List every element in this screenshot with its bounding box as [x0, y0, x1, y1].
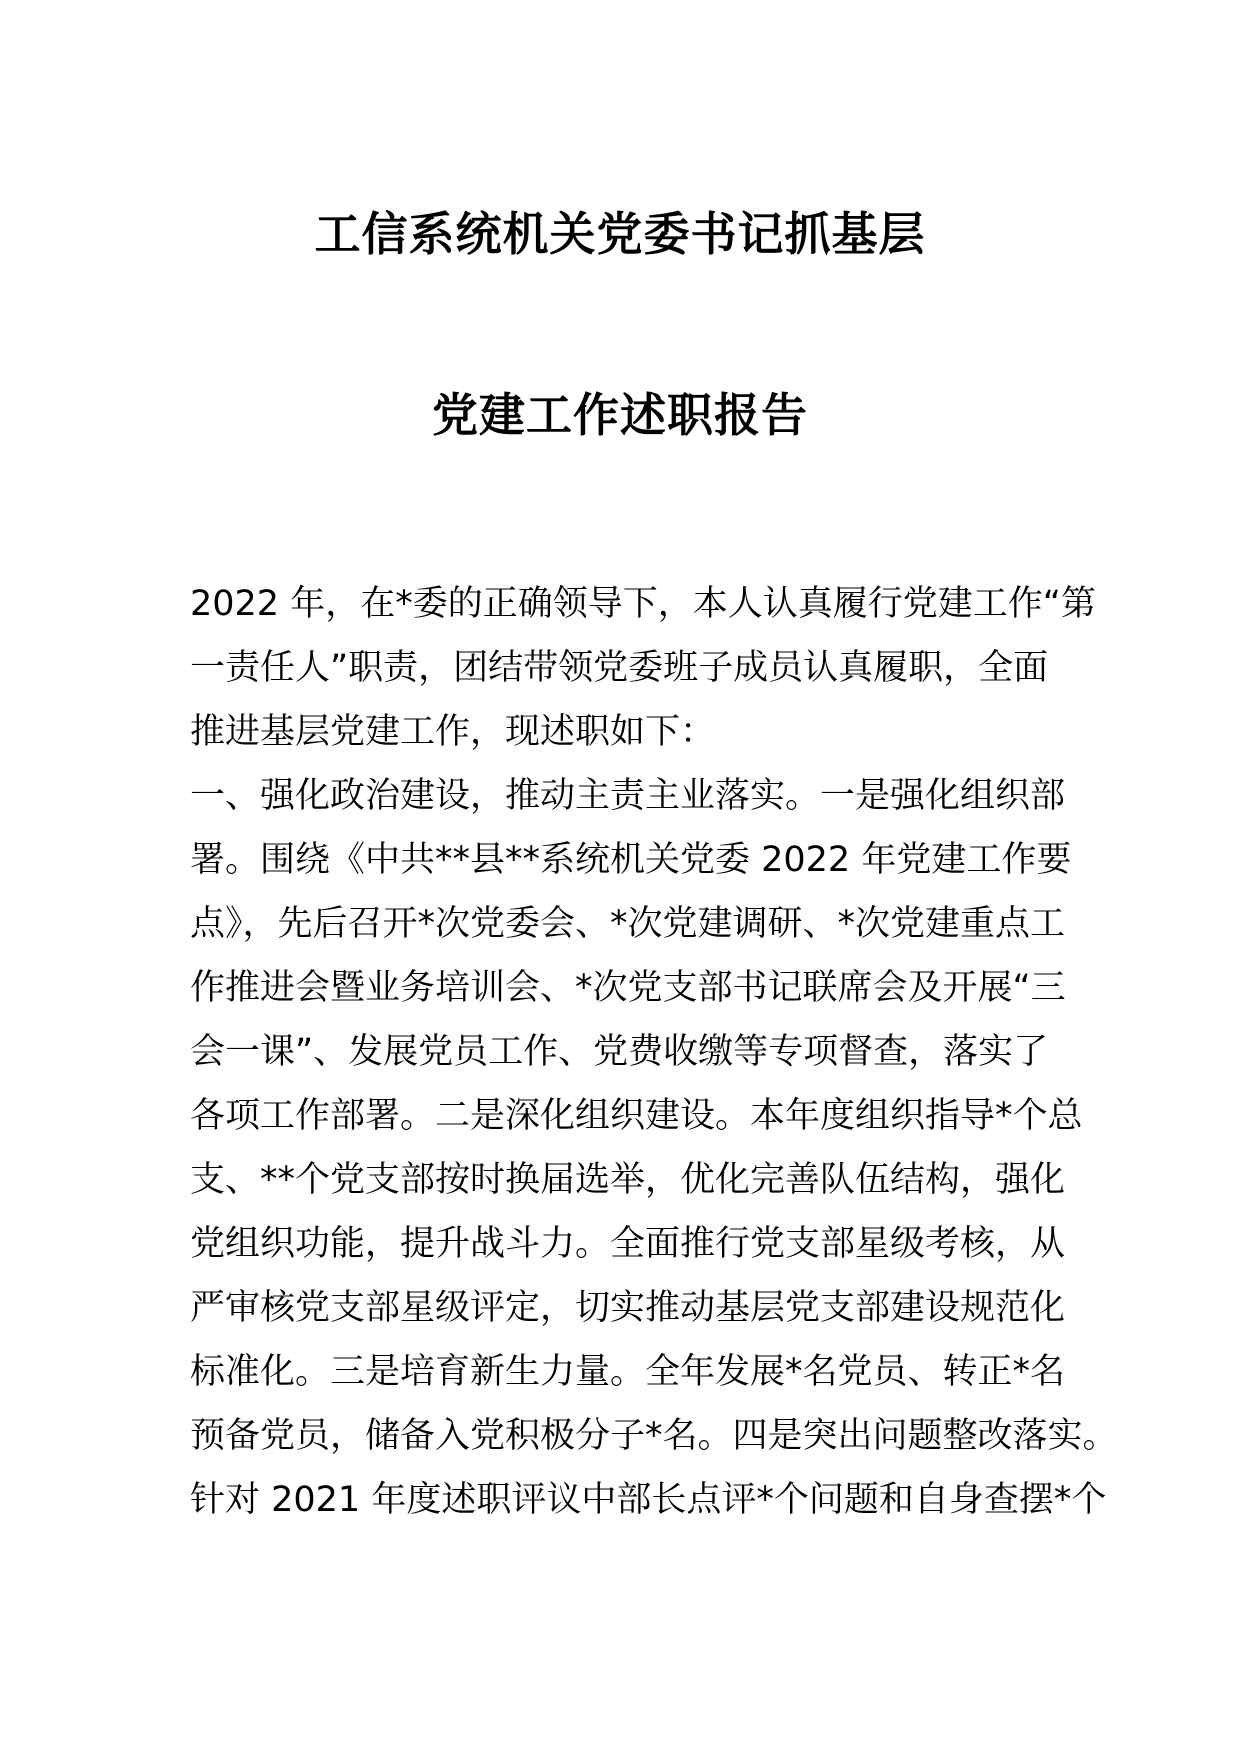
body-line: 标准化。三是培育新生力量。全年发展*名党员、转正*名	[190, 1352, 1066, 1392]
body-line: 预备党员，储备入党积极分子*名。四是突出问题整改落实。	[190, 1416, 1118, 1456]
document-title-line-1: 工信系统机关党委书记抓基层	[314, 207, 926, 261]
body-line: 2022 年，在*委的正确领导下，本人认真履行党建工作“第	[190, 584, 1096, 624]
body-line: 支、**个党支部按时换届选举，优化完善队伍结构，强化	[190, 1160, 1066, 1200]
body-line: 作推进会暨业务培训会、*次党支部书记联席会及开展“三	[190, 968, 1066, 1008]
body-line: 各项工作部署。二是深化组织建设。本年度组织指导*个总	[190, 1096, 1083, 1136]
body-line: 一责任人”职责，团结带领党委班子成员认真履职，全面	[190, 648, 1049, 688]
body-line: 严审核党支部星级评定，切实推动基层党支部建设规范化	[190, 1288, 1066, 1328]
body-line: 党组织功能，提升战斗力。全面推行党支部星级考核，从	[190, 1224, 1066, 1264]
document-body	[190, 572, 1118, 1532]
document-title-line-2: 党建工作述职报告	[432, 388, 808, 442]
body-line: 点》，先后召开*次党委会、*次党建调研、*次党建重点工	[190, 904, 1066, 944]
body-line: 一、强化政治建设，推动主责主业落实。一是强化组织部	[190, 776, 1066, 816]
body-line: 推进基层党建工作，现述职如下：	[190, 712, 716, 752]
body-line: 署。围绕《中共**县**系统机关党委 2022 年党建工作要	[190, 840, 1072, 880]
body-line: 会一课”、发展党员工作、党费收缴等专项督查，落实了	[190, 1032, 1049, 1072]
body-line: 针对 2021 年度述职评议中部长点评*个问题和自身查摆*个	[190, 1480, 1107, 1520]
